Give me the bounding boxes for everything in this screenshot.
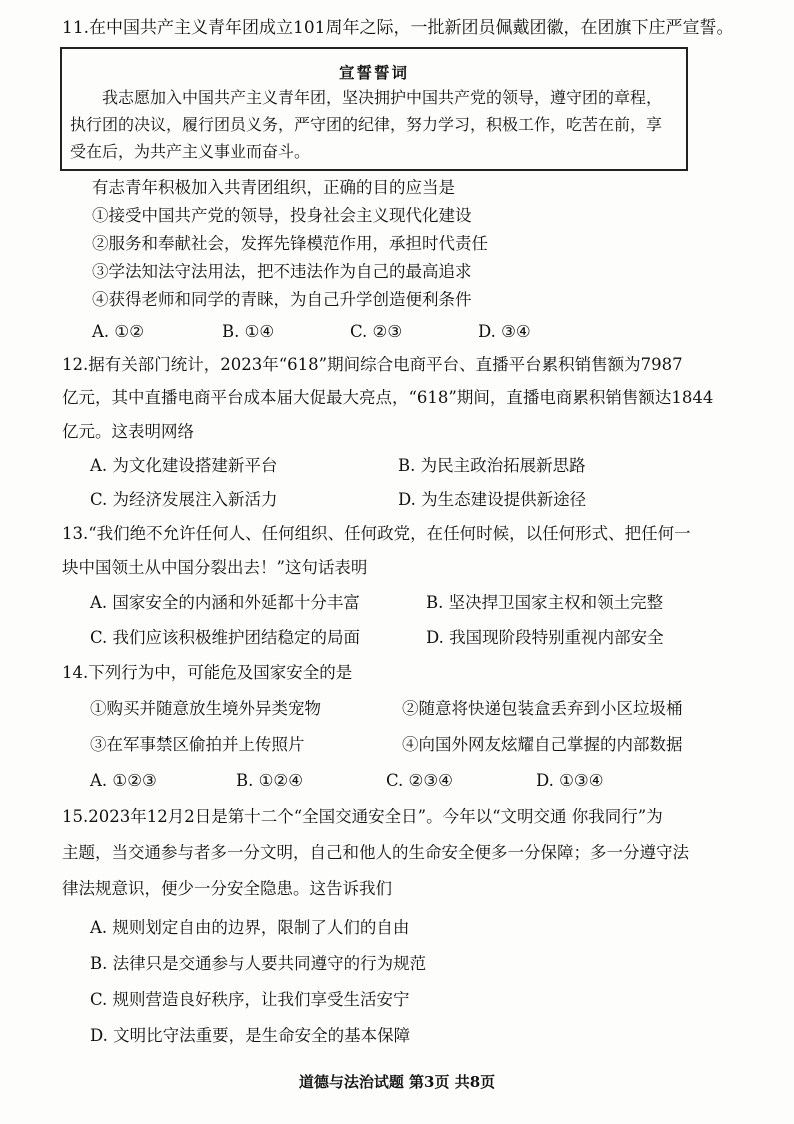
q11-item: ②服务和奉献社会，发挥先锋模范作用，承担时代责任 [92,234,488,253]
oath-line: 我志愿加入中国共产主义青年团，坚决拥护中国共产党的领导，遵守团的章程， [102,88,663,107]
q14-option-b: B. ①②④ [236,771,303,790]
q12-option-d: D. 为生态建设提供新途径 [398,490,587,509]
oath-line: 受在后，为共产主义事业而奋斗。 [70,142,311,161]
q14-item: ③在军事禁区偷拍并上传照片 [90,735,305,754]
q13-stem-line: 块中国领土从中国分裂出去！”这句话表明 [62,558,368,577]
q15-stem-line: 主题，当交通参与者多一分文明，自己和他人的生命安全便多一分保障；多一分遵守法 [62,843,689,862]
q14-item: ②随意将快递包装盒丢弃到小区垃圾桶 [402,699,683,718]
q11-item: ④获得老师和同学的青睐，为自己升学创造便利条件 [92,290,472,309]
q11-option-a: A. ①② [92,322,144,341]
q15-stem-line: 律法规意识，便少一分安全隐患。这告诉我们 [62,879,392,898]
page-footer: 道德与法治试题 第3页 共8页 [298,1073,496,1091]
q13-option-c: C. 我们应该积极维护团结稳定的局面 [90,628,361,647]
oath-box [60,47,688,171]
q12-stem-line: 亿元，其中直播电商平台成本届大促最大亮点，“618”期间，直播电商累积销售额达1844 [62,388,714,407]
q13-option-b: B. 坚决捍卫国家主权和领土完整 [426,593,664,612]
q11-option-d: D. ③④ [478,322,531,341]
q15-option-b: B. 法律只是交通参与人要共同遵守的行为规范 [90,954,427,973]
q14-option-a: A. ①②③ [90,771,157,790]
q12-option-b: B. 为民主政治拓展新思路 [398,456,586,475]
oath-title: 宣誓誓词 [338,63,409,82]
q13-option-d: D. 我国现阶段特别重视内部安全 [426,628,664,647]
q15-stem-line: 15.2023年12月2日是第十二个“全国交通安全日”。今年以“文明交通 你我同行”为 [62,807,663,826]
q11-question: 有志青年积极加入共青团组织，正确的目的应当是 [92,178,455,197]
q11-item: ③学法知法守法用法，把不违法作为自己的最高追求 [92,262,472,281]
q12-stem-line: 12.据有关部门统计，2023年“618”期间综合电商平台、直播平台累积销售额为7987 [62,355,683,374]
q14-option-c: C. ②③④ [386,771,453,790]
q12-stem-line: 亿元。这表明网络 [62,422,194,441]
q13-option-a: A. 国家安全的内涵和外延都十分丰富 [90,593,360,612]
q11-option-c: C. ②③ [350,322,403,341]
q15-option-a: A. 规则划定自由的边界，限制了人们的自由 [90,918,410,937]
q12-option-a: A. 为文化建设搭建新平台 [90,456,278,475]
q13-stem-line: 13.“我们绝不允许任何人、任何组织、任何政党，在任何时候，以任何形式、把任何一 [62,524,691,543]
q11-item: ①接受中国共产党的领导，投身社会主义现代化建设 [92,206,472,225]
q11-option-b: B. ①④ [222,322,275,341]
q14-item: ④向国外网友炫耀自己掌握的内部数据 [402,735,683,754]
q15-option-d: D. 文明比守法重要，是生命安全的基本保障 [90,1026,411,1045]
oath-line: 执行团的决议，履行团员义务，严守团的纪律，努力学习，积极工作，吃苦在前，享 [70,115,663,134]
q14-option-d: D. ①③④ [536,771,604,790]
q12-option-c: C. 为经济发展注入新活力 [90,490,278,509]
q11-stem: 11.在中国共产主义青年团成立101周年之际，一批新团员佩戴团徽，在团旗下庄严宣誓。 [62,18,734,38]
q14-item: ①购买并随意放生境外异类宠物 [90,699,321,718]
q15-option-c: C. 规则营造良好秩序，让我们享受生活安宁 [90,990,410,1009]
q14-stem: 14.下列行为中，可能危及国家安全的是 [62,663,353,682]
